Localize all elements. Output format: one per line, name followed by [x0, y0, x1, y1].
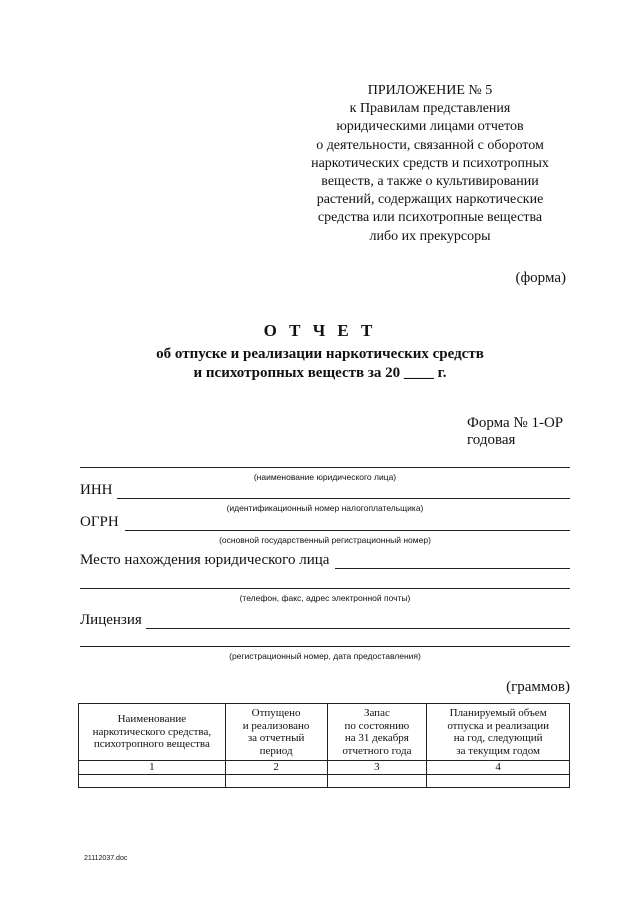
table-cell[interactable] — [79, 774, 226, 787]
footer-filename: 21112037.doc — [84, 855, 128, 862]
appendix-line: веществ, а также о культивировании — [321, 174, 539, 190]
contacts-caption: (телефон, факс, адрес электронной почты) — [239, 593, 411, 603]
ogrn-label: ОГРН — [80, 514, 119, 530]
ogrn-line[interactable] — [125, 530, 570, 531]
header-cell-stock: Запас по состоянию на 31 декабря отчетного года — [327, 704, 427, 761]
ogrn-caption: (основной государственный регистрационный номер) — [219, 535, 431, 545]
column-number: 4 — [427, 761, 570, 775]
units-label: (граммов) — [506, 679, 570, 695]
appendix-line: к Правилам представления — [349, 101, 511, 117]
appendix-line: либо их прекурсоры — [369, 228, 491, 244]
location-label: Место нахождения юридического лица — [80, 552, 330, 568]
contacts-line[interactable] — [80, 588, 570, 589]
license-line[interactable] — [146, 628, 570, 629]
subtitle-line-2: и психотропных веществ за 20 ____ г. — [193, 364, 447, 381]
license-label: Лицензия — [80, 612, 142, 628]
header-cell-substance: Наименование наркотического средства, психотропного вещества — [79, 704, 226, 761]
form-number — [467, 415, 563, 449]
org-name-caption: (наименование юридического лица) — [253, 472, 397, 482]
appendix-line: ПРИЛОЖЕНИЕ № 5 — [367, 83, 493, 98]
appendix-line: наркотических средств и психотропных — [311, 155, 549, 171]
document-title: О Т Ч Е Т — [263, 321, 377, 340]
appendix-line: юридическими лицами отчетов — [336, 119, 524, 135]
header-cell-released: Отпущено и реализовано за отчетный период — [225, 704, 327, 761]
table-number-row — [79, 761, 570, 775]
column-number: 2 — [225, 761, 327, 775]
table-row — [79, 774, 570, 787]
appendix-line: о деятельности, связанной с оборотом — [316, 137, 544, 153]
appendix-line: средства или психотропные вещества — [317, 210, 543, 226]
subtitle-line-1: об отпуске и реализации наркотических средств — [156, 346, 484, 362]
license-line-2[interactable] — [80, 646, 570, 647]
column-number: 3 — [327, 761, 427, 775]
org-name-line[interactable] — [80, 467, 570, 468]
location-line[interactable] — [335, 568, 570, 569]
header-cell-planned: Планируемый объем отпуска и реализации на год, следующий за текущим годом — [427, 704, 570, 761]
inn-line[interactable] — [117, 498, 570, 499]
table-cell[interactable] — [225, 774, 327, 787]
appendix-line: растений, содержащих наркотические — [316, 192, 544, 208]
form-number-line-1: Форма № 1-ОР — [467, 415, 564, 431]
table-cell[interactable] — [427, 774, 570, 787]
column-number: 1 — [79, 761, 226, 775]
license-caption: (регистрационный номер, дата предоставления) — [229, 651, 421, 661]
forma-label: (форма) — [515, 270, 566, 286]
report-table — [78, 703, 570, 788]
inn-caption: (идентификационный номер налогоплательщика) — [226, 503, 424, 513]
table-cell[interactable] — [327, 774, 427, 787]
form-number-line-2: годовая — [467, 432, 516, 448]
appendix-block — [290, 82, 570, 246]
document-subtitle — [0, 345, 640, 382]
inn-label: ИНН — [80, 482, 113, 498]
table-header-row — [79, 704, 570, 761]
